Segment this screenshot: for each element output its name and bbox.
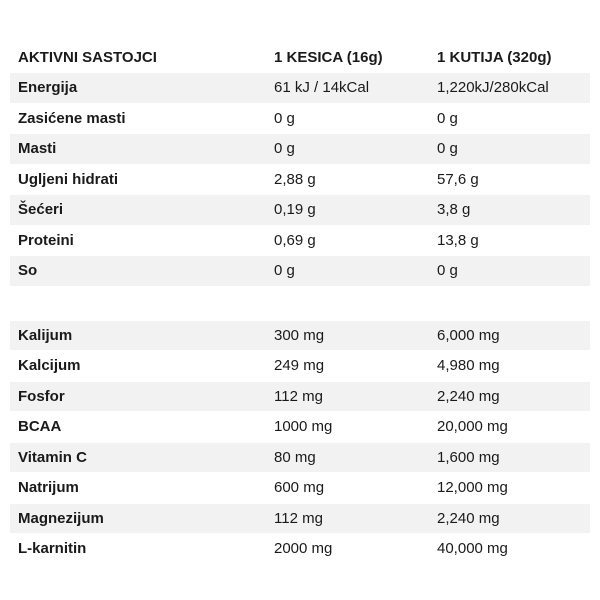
row-label: Ugljeni hidrati [18, 170, 119, 188]
row-value-sachet: 0,19 g [274, 201, 316, 219]
row-value-sachet: 61 kJ / 14kCal [274, 79, 370, 97]
row-value-box: 0 g [437, 262, 458, 280]
table-row [10, 73, 590, 104]
row-value-box: 12,000 mg [437, 479, 508, 497]
nutrition-table [10, 42, 590, 565]
row-value-box: 4,980 mg [437, 357, 500, 375]
row-value-sachet: 112 mg [274, 509, 323, 527]
table-row [10, 382, 590, 413]
row-value-box: 1,220kJ/280kCal [437, 79, 549, 97]
row-label: Magnezijum [18, 509, 104, 527]
table-row [10, 321, 590, 352]
row-label: Šećeri [18, 201, 64, 219]
row-value-sachet: 300 mg [274, 326, 325, 344]
table-row [10, 504, 590, 535]
row-value-box: 2,240 mg [437, 387, 500, 405]
row-value-sachet: 0 g [274, 262, 295, 280]
row-label: So [18, 262, 38, 280]
row-value-sachet: 112 mg [274, 387, 323, 405]
row-value-sachet: 0 g [274, 140, 295, 158]
row-value-box: 0 g [437, 140, 458, 158]
row-value-box: 0 g [437, 109, 458, 127]
table-row [10, 351, 590, 382]
table-row [10, 443, 590, 474]
row-value-box: 3,8 g [437, 201, 471, 219]
row-label: Kalcijum [18, 357, 81, 375]
row-value-box: 20,000 mg [437, 418, 508, 436]
row-label: Fosfor [18, 387, 65, 405]
row-value-box: 13,8 g [437, 231, 479, 249]
row-label: BCAA [18, 418, 62, 436]
row-label: Vitamin C [18, 448, 87, 466]
table-row [10, 226, 590, 257]
row-label: Natrijum [18, 479, 79, 497]
header-per-box: 1 KUTIJA (320g) [437, 48, 552, 66]
table-row [10, 134, 590, 165]
table-row [10, 256, 590, 287]
row-label: Kalijum [18, 326, 73, 344]
row-value-sachet: 0 g [274, 109, 295, 127]
group-spacer [10, 287, 590, 321]
table-row [10, 534, 590, 565]
row-label: Proteini [18, 231, 74, 249]
table-row [10, 104, 590, 135]
row-label: L-karnitin [18, 540, 87, 558]
row-value-box: 40,000 mg [437, 540, 508, 558]
row-value-sachet: 2000 mg [274, 540, 333, 558]
header-ingredients: AKTIVNI SASTOJCI [18, 48, 157, 66]
table-row [10, 165, 590, 196]
row-value-sachet: 1000 mg [274, 418, 333, 436]
row-label: Zasićene masti [18, 109, 126, 127]
table-header [10, 42, 590, 73]
row-value-sachet: 0,69 g [274, 231, 316, 249]
row-label: Masti [18, 140, 57, 158]
row-value-box: 6,000 mg [437, 326, 500, 344]
header-per-sachet: 1 KESICA (16g) [274, 48, 383, 66]
row-value-box: 57,6 g [437, 170, 479, 188]
row-value-sachet: 600 mg [274, 479, 325, 497]
table-row [10, 195, 590, 226]
row-value-sachet: 249 mg [274, 357, 325, 375]
table-row [10, 473, 590, 504]
row-value-box: 1,600 mg [437, 448, 500, 466]
row-value-box: 2,240 mg [437, 509, 500, 527]
row-value-sachet: 80 mg [274, 448, 316, 466]
row-label: Energija [18, 79, 78, 97]
row-value-sachet: 2,88 g [274, 170, 316, 188]
table-row [10, 412, 590, 443]
